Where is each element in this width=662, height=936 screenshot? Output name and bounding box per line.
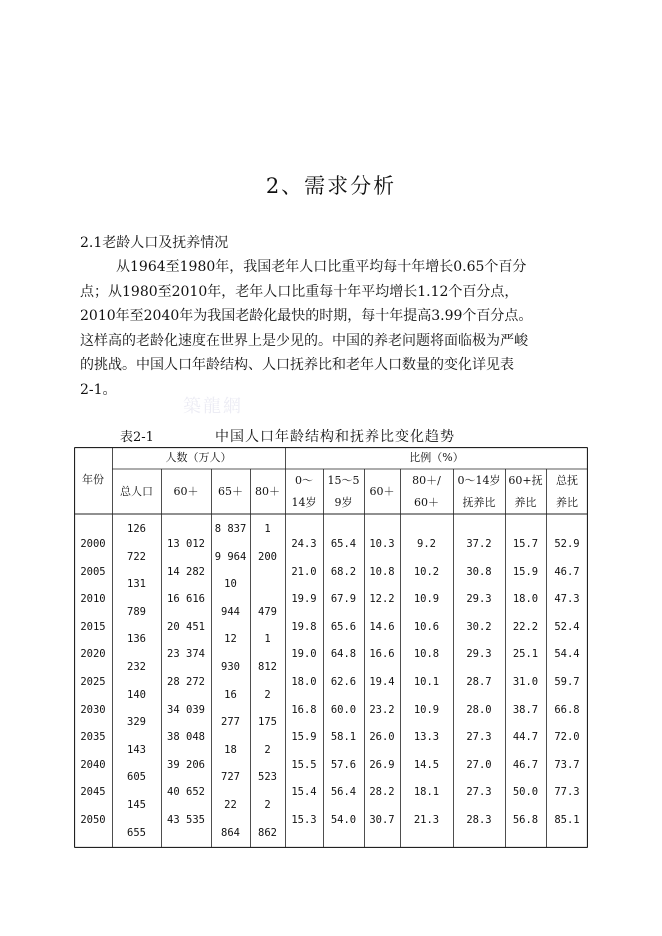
ratio-cell: 14.6 (369, 620, 395, 633)
pop-65-fragment: 18 (224, 743, 237, 756)
ratio-cell: 12.2 (369, 593, 395, 606)
total-pop-fragment: 722 (127, 550, 146, 563)
ratio-cell: 28.3 (466, 814, 492, 826)
year-cell: 2010 (80, 593, 106, 606)
pop-80-fragment: 2 (264, 688, 271, 701)
sub-header: 总抚 (556, 474, 578, 487)
body-paragraph (80, 255, 595, 402)
sub-header: 60＋ (173, 485, 199, 498)
ratio-cell: 85.1 (554, 814, 580, 826)
ratio-cell: 47.3 (554, 593, 580, 606)
ratio-cell: 19.8 (291, 620, 317, 633)
ratio-cell: 28.7 (466, 676, 492, 688)
ratio-cell: 30.7 (369, 814, 395, 826)
pop-60-cell: 16 616 (167, 593, 205, 606)
ratio-cell: 77.3 (554, 786, 580, 799)
data-table (74, 447, 588, 848)
ratio-cell: 24.3 (291, 538, 317, 550)
ratio-cell: 57.6 (330, 758, 357, 771)
total-pop-fragment: 145 (127, 799, 146, 811)
pop-80-fragment: 2 (264, 743, 271, 756)
group-header-ratio: 比例（%） (409, 451, 464, 464)
ratio-cell: 10.8 (369, 565, 395, 578)
total-pop-fragment: 143 (127, 743, 146, 756)
total-pop-fragment: 136 (127, 633, 146, 646)
ratio-cell: 72.0 (554, 731, 580, 744)
pop-60-cell: 39 206 (167, 758, 205, 771)
year-cell: 2025 (80, 676, 106, 688)
pop-60-cell: 23 374 (167, 648, 205, 661)
watermark: 築龍網 (183, 396, 243, 417)
ratio-cell: 19.4 (369, 676, 395, 688)
ratio-cell: 29.3 (466, 648, 492, 661)
ratio-cell: 23.2 (369, 703, 395, 716)
year-cell: 2040 (80, 758, 106, 771)
ratio-cell: 10.6 (413, 620, 440, 633)
sub-header: 0～ (295, 474, 313, 487)
ratio-cell: 54.0 (330, 814, 357, 826)
ratio-cell: 15.5 (291, 758, 317, 771)
pop-65-fragment: 16 (224, 688, 237, 701)
pop-65-fragment: 944 (221, 605, 240, 618)
pop-80-fragment: 812 (258, 661, 277, 673)
pop-65-fragment: 9 964 (214, 550, 247, 563)
ratio-cell: 28.0 (466, 703, 492, 716)
sub-header: 9岁 (334, 496, 353, 509)
pop-65-fragment: 277 (221, 716, 240, 729)
ratio-cell: 46.7 (512, 758, 539, 771)
ratio-cell: 59.7 (554, 676, 580, 688)
pop-80-fragment: 479 (258, 605, 277, 618)
pop-65-fragment: 22 (224, 799, 237, 811)
sub-header: 0～14岁 (457, 474, 501, 487)
pop-65-fragment: 864 (221, 826, 240, 839)
section-heading: 2.1老龄人口及抚养情况 (80, 235, 229, 251)
sub-header: 养比 (514, 496, 537, 509)
ratio-cell: 22.2 (512, 620, 539, 633)
ratio-cell: 14.5 (413, 758, 440, 771)
year-cell: 2045 (80, 786, 106, 799)
sub-header: 80＋ (255, 485, 280, 498)
ratio-cell: 26.9 (369, 758, 395, 771)
ratio-cell: 10.2 (413, 565, 440, 578)
sub-header: 养比 (556, 496, 578, 509)
ratio-cell: 46.7 (554, 565, 580, 578)
pop-65-fragment: 930 (221, 661, 240, 673)
year-cell: 2035 (80, 731, 106, 744)
pop-60-cell: 13 012 (167, 538, 205, 550)
sub-header: 抚养比 (462, 496, 496, 509)
total-pop-fragment: 329 (127, 716, 146, 729)
ratio-cell: 13.3 (413, 731, 440, 744)
pop-60-cell: 20 451 (167, 620, 205, 633)
ratio-cell: 19.9 (291, 593, 317, 606)
ratio-cell: 62.6 (330, 676, 357, 688)
ratio-cell: 27.3 (466, 786, 492, 799)
ratio-cell: 15.3 (291, 814, 317, 826)
ratio-cell: 30.8 (466, 565, 492, 578)
ratio-cell: 68.2 (330, 565, 357, 578)
total-pop-fragment: 655 (127, 826, 146, 839)
total-pop-fragment: 789 (127, 605, 146, 618)
ratio-cell: 27.3 (466, 731, 492, 744)
pop-60-cell: 28 272 (167, 676, 205, 688)
ratio-cell: 18.0 (291, 676, 317, 688)
pop-60-cell: 43 535 (167, 814, 205, 826)
total-pop-fragment: 605 (127, 771, 146, 784)
ratio-cell: 38.7 (512, 703, 539, 716)
ratio-cell: 65.4 (330, 538, 357, 550)
total-pop-fragment: 131 (127, 578, 146, 591)
total-pop-fragment: 140 (127, 688, 146, 701)
ratio-cell: 18.0 (512, 593, 539, 606)
year-cell: 2015 (80, 620, 106, 633)
sub-header: 80＋/ (412, 474, 441, 487)
sub-header: 65＋ (218, 485, 243, 498)
column-header-year: 年份 (82, 473, 104, 486)
pop-65-fragment: 8 837 (214, 523, 247, 535)
pop-80-fragment: 523 (258, 771, 277, 784)
pop-80-fragment: 1 (264, 523, 271, 535)
table-caption-title: 中国人口年龄结构和抚养比变化趋势 (215, 429, 455, 445)
pop-60-cell: 34 039 (167, 703, 205, 716)
year-cell: 2020 (80, 648, 106, 661)
ratio-cell: 15.7 (512, 538, 539, 550)
ratio-cell: 10.3 (369, 538, 395, 550)
sub-header: 60+抚 (508, 474, 543, 487)
pop-80-fragment: 2 (264, 799, 271, 811)
table-caption-number: 表2-1 (120, 430, 154, 445)
ratio-cell: 73.7 (554, 758, 580, 771)
pop-80-fragment: 200 (258, 550, 277, 563)
ratio-cell: 18.1 (413, 786, 440, 799)
ratio-cell: 52.4 (554, 620, 580, 633)
ratio-cell: 10.8 (413, 648, 440, 661)
paragraph-line: 的挑战。中国人口年龄结构、人口抚养比和老年人口数量的变化详见表 (80, 357, 514, 373)
ratio-cell: 16.8 (291, 703, 317, 716)
ratio-cell: 10.9 (413, 593, 440, 606)
ratio-cell: 26.0 (369, 731, 395, 744)
ratio-cell: 29.3 (466, 593, 492, 606)
ratio-cell: 10.1 (413, 676, 440, 688)
ratio-cell: 19.0 (291, 648, 317, 661)
sub-header: 60＋ (414, 496, 439, 509)
ratio-cell: 58.1 (330, 731, 357, 744)
pop-60-cell: 14 282 (167, 565, 205, 578)
pop-60-cell: 38 048 (167, 731, 205, 744)
ratio-cell: 31.0 (512, 676, 539, 688)
year-cell: 2050 (80, 814, 106, 826)
ratio-cell: 67.9 (330, 593, 357, 606)
sub-header: 总人口 (120, 485, 153, 498)
sub-header: 14岁 (291, 496, 317, 509)
pop-80-fragment: 862 (258, 826, 277, 839)
year-cell: 2000 (80, 538, 106, 550)
pop-65-fragment: 727 (221, 771, 240, 784)
ratio-cell: 50.0 (512, 786, 539, 799)
ratio-cell: 60.0 (330, 703, 357, 716)
ratio-cell: 66.8 (554, 703, 580, 716)
pop-80-fragment: 1 (264, 633, 271, 646)
ratio-cell: 16.6 (369, 648, 395, 661)
ratio-cell: 37.2 (466, 538, 492, 550)
total-pop-fragment: 126 (127, 523, 146, 535)
ratio-cell: 52.9 (554, 538, 580, 550)
pop-60-cell: 40 652 (167, 786, 205, 799)
ratio-cell: 25.1 (512, 648, 539, 661)
paragraph-line: 2-1。 (80, 381, 117, 398)
ratio-cell: 21.3 (413, 814, 440, 826)
ratio-cell: 54.4 (554, 648, 580, 661)
sub-header: 15～5 (327, 474, 360, 487)
total-pop-fragment: 232 (127, 661, 146, 673)
paragraph-line: 这样高的老龄化速度在世界上是少见的。中国的养老问题将面临极为严峻 (80, 332, 528, 349)
ratio-cell: 56.4 (330, 786, 357, 799)
ratio-cell: 64.8 (330, 648, 357, 661)
paragraph-line: 点；从1980至2010年，老年人口比重每十年平均增长1.12个百分点， (80, 283, 519, 300)
year-cell: 2030 (80, 703, 106, 716)
paragraph-line: 2010年至2040年为我国老龄化最快的时期，每十年提高3.99个百分点。 (80, 308, 533, 324)
ratio-cell: 9.2 (417, 538, 436, 550)
paragraph-line: 从1964至1980年，我国老年人口比重平均每十年增长0.65个百分 (116, 259, 527, 275)
ratio-cell: 21.0 (291, 565, 317, 578)
sub-header: 60＋ (369, 485, 395, 498)
pop-65-fragment: 12 (224, 633, 237, 646)
ratio-cell: 15.9 (291, 731, 317, 744)
ratio-cell: 27.0 (466, 758, 492, 771)
ratio-cell: 65.6 (330, 620, 357, 633)
page-title: 2、需求分析 (265, 174, 397, 198)
group-header-population: 人数（万人） (165, 451, 232, 464)
ratio-cell: 30.2 (466, 620, 492, 633)
ratio-cell: 15.9 (512, 565, 539, 578)
ratio-cell: 10.9 (413, 703, 440, 716)
pop-80-fragment: 175 (258, 716, 277, 729)
ratio-cell: 28.2 (369, 786, 395, 799)
year-cell: 2005 (80, 565, 106, 578)
ratio-cell: 44.7 (512, 731, 539, 744)
pop-65-fragment: 10 (224, 578, 237, 591)
ratio-cell: 15.4 (291, 786, 317, 799)
ratio-cell: 56.8 (512, 814, 539, 826)
